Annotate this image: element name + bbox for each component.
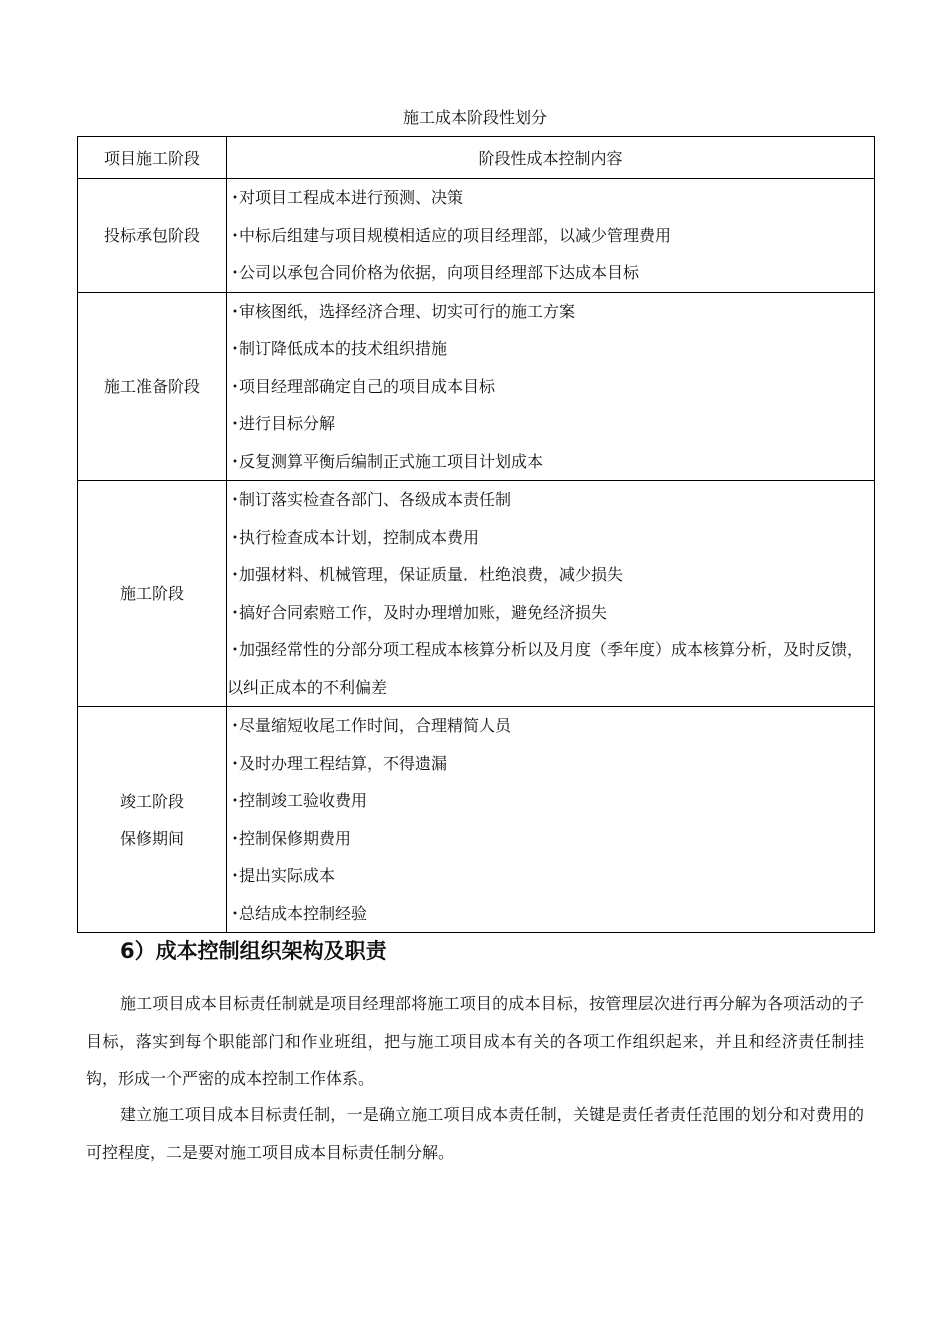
stage-label: 施工准备阶段: [103, 376, 200, 396]
item-text: 中标后组建与项目规模相适应的项目经理部，以减少管理费用: [239, 225, 672, 245]
bullet: ・: [227, 339, 244, 358]
list-item: [227, 179, 874, 217]
list-item: [227, 368, 874, 406]
table-title: 施工成本阶段性划分: [402, 108, 547, 127]
item-text: 控制保修期费用: [239, 828, 352, 848]
item-text: 进行目标分解: [239, 414, 336, 433]
item-text: 反复测算平衡后编制正式施工项目计划成本: [239, 451, 544, 471]
list-item: [227, 481, 874, 519]
list-item: [227, 556, 874, 594]
section-heading: 6）成本控制组织架构及职责: [120, 939, 387, 963]
stage-cell: [78, 179, 227, 293]
bullet: ・: [227, 903, 244, 923]
bullet: ・: [227, 640, 244, 659]
bullet: ・: [227, 791, 244, 810]
list-item: [227, 782, 874, 820]
item-text: 对项目工程成本进行预测、决策: [239, 188, 464, 207]
content-cell: [227, 481, 875, 707]
body-paragraph: 施工项目成本目标责任制就是项目经理部将施工项目的成本目标，按管理层次进行再分解为各项活动的子目标，落实到每个职能部门和作业班组，把与施工项目成本有关的各项工作组织起来，并且和经济责任制挂钩，形成一个严密的成本控制工作体系。: [86, 994, 864, 1088]
table-row: [78, 481, 875, 707]
bullet: ・: [227, 225, 244, 245]
list-item: [227, 519, 874, 557]
item-text: 控制竣工验收费用: [239, 791, 368, 810]
bullet: ・: [227, 301, 244, 321]
list-item: [227, 820, 874, 858]
bullet: ・: [227, 451, 244, 471]
bullet: ・: [227, 188, 244, 207]
list-item: [227, 707, 874, 745]
bullet: ・: [227, 565, 244, 584]
stage-label: 保修期间: [119, 828, 184, 848]
list-item: [227, 293, 874, 331]
bullet: ・: [227, 828, 244, 848]
item-text: 及时办理工程结算，不得遗漏: [239, 753, 448, 773]
list-item: [227, 594, 874, 632]
bullet: ・: [227, 490, 244, 509]
list-item: [227, 405, 874, 443]
list-item: [227, 254, 874, 292]
body-paragraph: 建立施工项目成本目标责任制，一是确立施工项目成本责任制，关键是责任者责任范围的划分和对费用的可控程度，二是要对施工项目成本目标责任制分解。: [86, 1105, 864, 1162]
item-text: 加强材料、机械管理，保证质量．杜绝浪费，减少损失: [239, 565, 624, 584]
list-item: [227, 745, 874, 783]
stage-label: 投标承包阶段: [103, 225, 200, 245]
content-cell: [227, 707, 875, 933]
bullet: ・: [227, 866, 244, 885]
bullet: ・: [227, 527, 244, 547]
item-text: 尽量缩短收尾工作时间，合理精简人员: [239, 716, 512, 735]
item-text: 项目经理部确定自己的项目成本目标: [239, 376, 496, 396]
item-text: 搞好合同索赔工作，及时办理增加账，避免经济损失: [239, 602, 608, 622]
stage-cell: [78, 707, 227, 933]
table-row: [78, 707, 875, 933]
stage-label: 竣工阶段: [119, 791, 184, 811]
list-item: [227, 330, 874, 368]
item-text: 审核图纸，选择经济合理、切实可行的施工方案: [239, 301, 576, 321]
stage-cell: [78, 481, 227, 707]
list-item: [227, 443, 874, 481]
bullet: ・: [227, 753, 244, 773]
table-header-row: [78, 137, 875, 179]
table-row: [78, 179, 875, 293]
bullet: ・: [227, 263, 244, 282]
cost-stage-table: [77, 136, 875, 933]
bullet: ・: [227, 376, 244, 396]
header-content: 阶段性成本控制内容: [227, 137, 875, 179]
item-text: 制订落实检查各部门、各级成本责任制: [239, 490, 512, 509]
item-text: 制订降低成本的技术组织措施: [239, 339, 448, 358]
bullet: ・: [227, 716, 244, 735]
bullet: ・: [227, 602, 244, 622]
list-item: [227, 631, 874, 706]
list-item: [227, 857, 874, 895]
item-text: 总结成本控制经验: [239, 903, 368, 923]
stage-cell: [78, 292, 227, 481]
list-item: [227, 895, 874, 933]
header-stage: 项目施工阶段: [78, 137, 227, 179]
item-text: 执行检查成本计划，控制成本费用: [239, 527, 480, 547]
stage-label: 施工阶段: [119, 584, 184, 603]
bullet: ・: [227, 414, 244, 433]
item-text: 提出实际成本: [239, 866, 336, 885]
list-item: [227, 217, 874, 255]
item-text: 加强经常性的分部分项工程成本核算分析以及月度（季年度）成本核算分析，及时反馈，以纠正成本的不利偏差: [227, 640, 864, 697]
item-text: 公司以承包合同价格为依据，向项目经理部下达成本目标: [239, 263, 640, 282]
content-cell: [227, 292, 875, 481]
content-cell: [227, 179, 875, 293]
table-row: [78, 292, 875, 481]
